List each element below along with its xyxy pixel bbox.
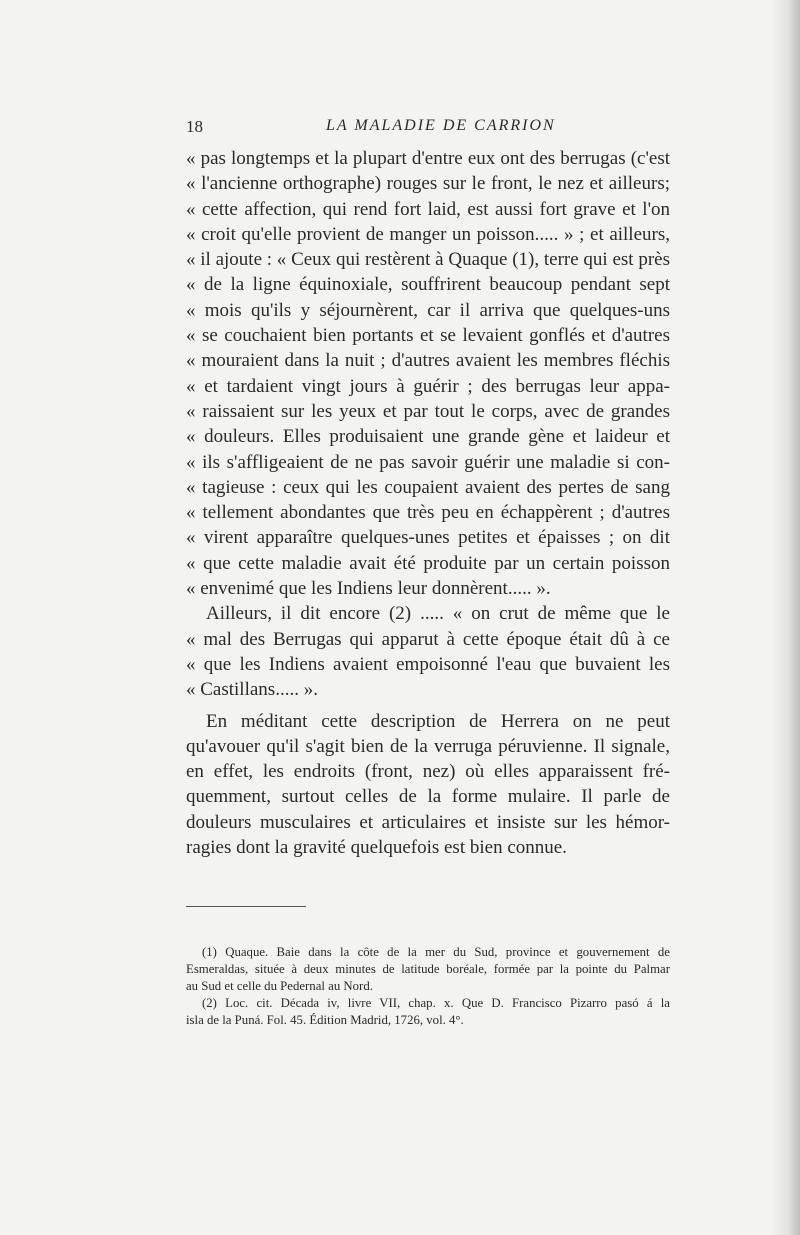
running-title: LA MALADIE DE CARRION — [326, 117, 556, 134]
page-number: 18 — [186, 117, 203, 136]
footnote-rule — [186, 906, 306, 907]
body-line: « raissaient sur les yeux et par tout le corps, avec de grandes — [186, 400, 670, 422]
body-text — [186, 146, 670, 860]
body-line: « de la ligne équinoxiale, souffrirent beaucoup pendant sept — [186, 274, 670, 296]
body-line: ragies dont la gravité quelquefois est bien connue. — [186, 837, 567, 859]
footnote-line: (1) Quaque. Baie dans la côte de la mer du Sud, province et gouvernement de — [202, 945, 670, 959]
body-line: « pas longtemps et la plupart d'entre eux ont des berrugas (c'est — [186, 148, 670, 169]
body-line: « se couchaient bien portants et se levaient gonflés et d'autres — [186, 325, 670, 347]
body-line: « que cette maladie avait été produite par un certain poisson — [186, 552, 670, 574]
body-line: En méditant cette description de Herrera on ne peut — [206, 710, 670, 732]
footnote-line: isla de la Puná. Fol. 45. Édition Madrid, 1726, vol. 4°. — [186, 1013, 464, 1027]
footnote-line: au Sud et celle du Pedernal au Nord. — [186, 979, 373, 993]
body-line: « cette affection, qui rend fort laid, est aussi fort grave et l'on — [186, 198, 670, 220]
body-line: en effet, les endroits (front, nez) où elles apparaissent fré- — [186, 761, 670, 783]
body-line: « l'ancienne orthographe) rouges sur le front, le nez et ailleurs; — [186, 173, 670, 195]
body-line: « et tardaient vingt jours à guérir ; des berrugas leur appa- — [186, 375, 670, 397]
body-line: douleurs musculaires et articulaires et insiste sur les hémor- — [186, 811, 670, 833]
page-header — [186, 117, 670, 139]
footnotes — [186, 944, 670, 1029]
body-line: « envenimé que les Indiens leur donnèrent..... ». — [186, 578, 551, 600]
body-line: Ailleurs, il dit encore (2) ..... « on crut de même que le — [206, 603, 670, 625]
body-line: « douleurs. Elles produisaient une grande gène et laideur et — [186, 426, 670, 448]
body-line: « tagieuse : ceux qui les coupaient avaient des pertes de sang — [186, 476, 670, 498]
body-line: « mouraient dans la nuit ; d'autres avaient les membres fléchis — [186, 350, 670, 372]
body-line: « mal des Berrugas qui apparut à cette époque était dû à ce — [186, 628, 670, 650]
body-line: « ils s'affligeaient de ne pas savoir guérir une maladie si con- — [186, 451, 670, 473]
footnote-line: Esmeraldas, située à deux minutes de latitude boréale, formée par la pointe du Palmar — [186, 962, 670, 976]
body-line: « il ajoute : « Ceux qui restèrent à Quaque (1), terre qui est près — [186, 249, 670, 271]
body-line: « que les Indiens avaient empoisonné l'eau que buvaient les — [186, 653, 670, 675]
body-line: « mois qu'ils y séjournèrent, car il arriva que quelques-uns — [186, 299, 670, 321]
footnote-line: (2) Loc. cit. Década iv, livre VII, chap. x. Que D. Francisco Pizarro pasó á la — [202, 996, 670, 1010]
body-line: « Castillans..... ». — [186, 679, 318, 701]
body-line: « tellement abondantes que très peu en échappèrent ; d'autres — [186, 502, 670, 524]
body-line: « virent apparaître quelques-unes petites et épaisses ; on dit — [186, 527, 670, 549]
body-line: quemment, surtout celles de la forme mulaire. Il parle de — [186, 786, 670, 808]
body-line: qu'avouer qu'il s'agit bien de la verruga péruvienne. Il signale, — [186, 735, 670, 757]
page-edge-shadow — [772, 0, 800, 1235]
body-line: « croit qu'elle provient de manger un poisson..... » ; et ailleurs, — [186, 223, 670, 245]
